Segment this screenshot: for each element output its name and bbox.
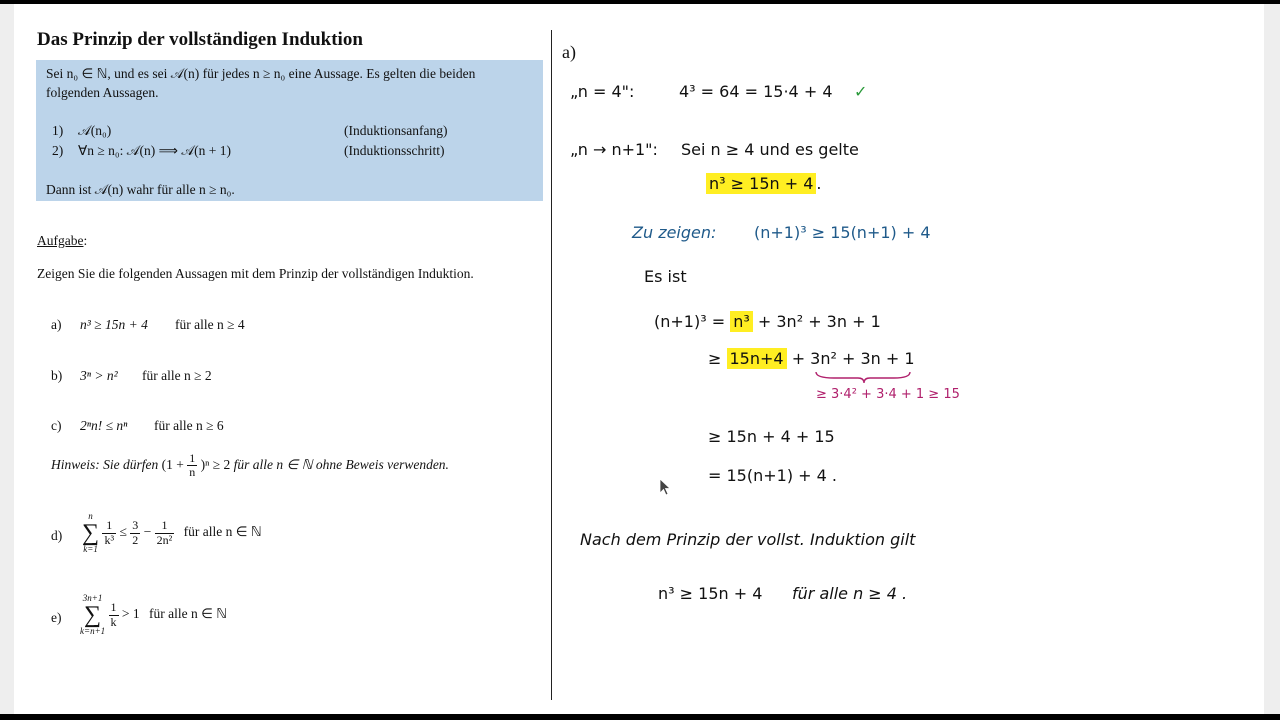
conclusion-line: Nach dem Prinzip der vollst. Induktion gilt [580, 530, 916, 549]
sum-symbol-d: n ∑ k=1 [82, 511, 100, 554]
item-e-formula: 3n+1 ∑ k=n+1 $\frac{1}{k}$ > 1 für alle n ∈ ℕ [80, 593, 228, 636]
check-mark-icon: ✓ [854, 82, 868, 101]
step1-name: (Induktionsanfang) [344, 123, 448, 138]
item-d-label: d) [51, 528, 63, 543]
theorem-intro-line1: Sei n₀ ∈ ℕ, und es sei 𝒜(n) für jedes n ≥ n₀ eine Aussage. Es gelten die beiden [46, 66, 476, 81]
es-ist-text: Es ist [644, 267, 687, 286]
step1-formula: 𝒜(n₀) [78, 123, 112, 138]
expansion-line2: ≥ 15n+4 + 3n² + 3n + 1 [708, 349, 915, 368]
theorem-conclusion: Dann ist 𝒜(n) wahr für alle n ≥ n₀. [46, 182, 235, 197]
induction-step-text: Sei n ≥ 4 und es gelte [681, 140, 859, 159]
step2-name: (Induktionsschritt) [344, 143, 445, 158]
item-d-formula: n ∑ k=1 $\frac{1}{\text{k³}}$ ≤ $\frac{3}{2}$ − $\frac{1}{\text{2n²}}$ für alle n ∈ ℕ [82, 511, 262, 554]
step2-formula: ∀n ≥ n₀: 𝒜(n) ⟹ 𝒜(n + 1) [78, 143, 231, 158]
item-a-label: a) [51, 317, 62, 332]
item-b-label: b) [51, 368, 63, 383]
task-text: Zeigen Sie die folgenden Aussagen mit dem Prinzip der vollständigen Induktion. [37, 266, 474, 281]
item-c-label: c) [51, 418, 62, 433]
hint-fraction: $\frac{1}{n}$ [189, 451, 196, 480]
expansion-line3: ≥ 15n + 4 + 15 [708, 427, 835, 446]
underbrace [814, 370, 914, 384]
item-c-condition: für alle n ≥ 6 [154, 418, 224, 433]
item-e-label: e) [51, 610, 62, 625]
sum-symbol-e: 3n+1 ∑ k=n+1 [80, 593, 106, 636]
induction-hypothesis: n³ ≥ 15n + 4 . [706, 174, 821, 193]
expansion-line1: (n+1)³ = n³ + 3n² + 3n + 1 [654, 312, 881, 331]
solution-part-label: a) [562, 42, 576, 62]
step1-number: 1) [52, 123, 64, 138]
mouse-cursor-icon [659, 478, 673, 496]
final-formula: n³ ≥ 15n + 4 [658, 584, 763, 603]
expansion-line4: = 15(n+1) + 4 . [708, 466, 837, 485]
lesson-title: Das Prinzip der vollständigen Induktion [37, 29, 363, 50]
column-divider [551, 30, 552, 700]
theorem-intro-line2: folgenden Aussagen. [46, 85, 159, 100]
task-heading: Aufgabe: [37, 233, 88, 248]
goal-label: Zu zeigen: [632, 223, 717, 242]
step2-number: 2) [52, 143, 64, 158]
goal-formula: (n+1)³ ≥ 15(n+1) + 4 [754, 223, 931, 242]
item-b-condition: für alle n ≥ 2 [142, 368, 212, 383]
item-b-formula: 3ⁿ > n² [80, 368, 118, 383]
theorem-box [36, 60, 543, 201]
item-c-formula: 2ⁿn! ≤ nⁿ [80, 418, 128, 433]
item-a-condition: für alle n ≥ 4 [175, 317, 245, 332]
video-frame [0, 4, 1280, 714]
induction-step-label: „n → n+1": [570, 140, 658, 159]
final-condition: für alle n ≥ 4 . [792, 584, 908, 603]
item-a-formula: n³ ≥ 15n + 4 [80, 317, 148, 332]
base-case-label: „n = 4": [570, 82, 635, 101]
base-case-calculation: 4³ = 64 = 15·4 + 4 [679, 82, 833, 101]
brace-estimate: ≥ 3·4² + 3·4 + 1 ≥ 15 [816, 387, 960, 402]
slide-page [14, 4, 1264, 714]
hint-line: Hinweis: Sie dürfen (1 + $\frac{1}{n}$ )ⁿ ≥ 2 für alle n ∈ ℕ ohne Beweis verwenden. [51, 451, 449, 480]
